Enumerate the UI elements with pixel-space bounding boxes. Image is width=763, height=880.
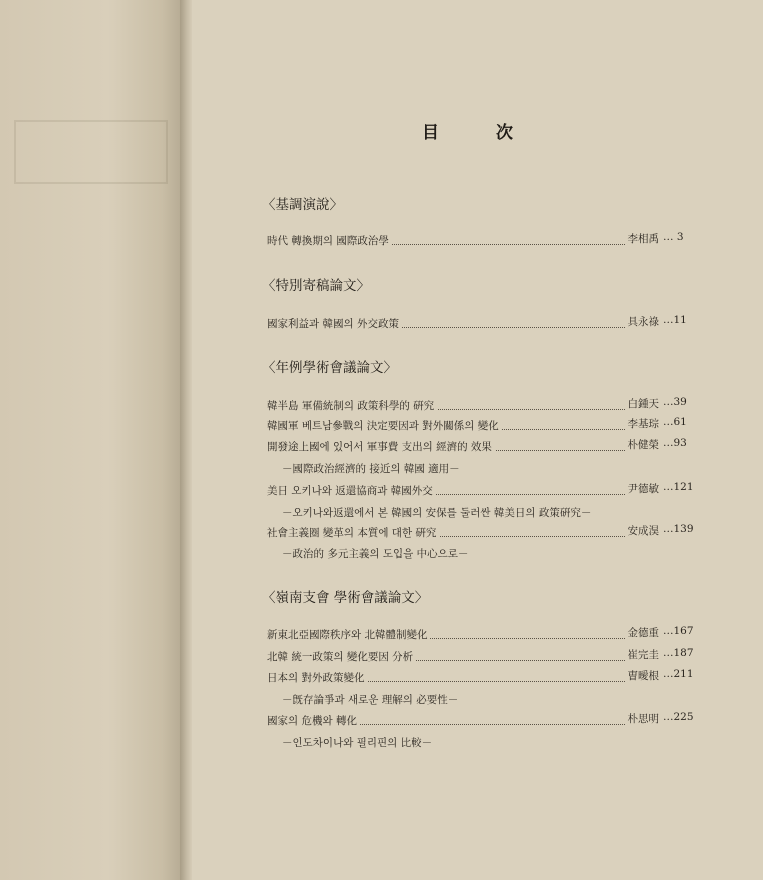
toc-entry: [267, 525, 697, 543]
page-title: 目 次: [422, 123, 533, 143]
entry-title: 新東北亞國際秩序와 北韓體制變化: [267, 627, 430, 642]
entry-page: …167: [663, 625, 694, 637]
left-page: [0, 0, 180, 880]
table-of-contents-page: [192, 0, 763, 880]
section-heading: 〈特別寄稿論文〉: [262, 278, 370, 294]
section-heading: 〈基調演說〉: [262, 197, 343, 213]
entry-author: 尹德敏: [627, 483, 659, 495]
entry-page: …11: [663, 314, 687, 326]
toc-entry: [267, 627, 697, 645]
entry-author: 金德重: [627, 627, 659, 639]
section-heading: 〈嶺南支會 學術會議論文〉: [262, 590, 429, 606]
entry-page: …121: [663, 481, 694, 493]
entry-subtitle: －오키나와返還에서 본 韓國의 安保를 둘러싼 韓美日의 政策硏究－: [282, 507, 592, 519]
toc-entry: [267, 483, 697, 501]
entry-page: …225: [663, 711, 694, 723]
entry-author: 朴思明: [627, 713, 659, 725]
toc-entry: [267, 439, 697, 457]
entry-subtitle: －政治的 多元主義의 도입을 中心으로－: [282, 548, 469, 560]
entry-title: 開發途上國에 있어서 軍事費 支出의 經濟的 效果: [267, 439, 495, 454]
entry-title: 韓國軍 베트남參戰의 決定要因과 對外關係의 變化: [267, 418, 502, 433]
entry-title: 時代 轉換期의 國際政治學: [267, 233, 392, 248]
entry-author: 曺曖根: [627, 670, 659, 682]
entry-author: 崔完圭: [627, 649, 659, 661]
toc-entry: [267, 649, 697, 667]
toc-entry: [267, 670, 697, 688]
entry-author: 李相禹: [627, 233, 659, 245]
entry-page: …139: [663, 523, 694, 535]
toc-entry: [267, 713, 697, 731]
toc-entry: [267, 316, 697, 334]
entry-author: 安成淏: [627, 525, 659, 537]
toc-entry: [267, 233, 697, 251]
entry-title: 國家利益과 韓國의 外交政策: [267, 316, 402, 331]
section-heading: 〈年例學術會議論文〉: [262, 360, 397, 376]
entry-author: 具永祿: [627, 316, 659, 328]
toc-entry: [267, 418, 697, 436]
entry-subtitle: －國際政治經濟的 接近의 韓國 適用－: [282, 463, 460, 475]
entry-author: 白鍾天: [627, 398, 659, 410]
entry-page: …187: [663, 647, 694, 659]
entry-subtitle: －인도차이나와 필리핀의 比較－: [282, 737, 433, 749]
toc-entry: [267, 398, 697, 416]
entry-title: 北韓 統一政策의 變化要因 分析: [267, 649, 416, 664]
entry-title: 美日 오키나와 返還協商과 韓國外交: [267, 483, 436, 498]
entry-page: …39: [663, 396, 687, 408]
book-gutter: [180, 0, 192, 880]
entry-page: … 3: [663, 231, 684, 243]
entry-title: 日本의 對外政策變化: [267, 670, 367, 685]
bleed-through-mark: [14, 120, 168, 184]
entry-page: …93: [663, 437, 687, 449]
entry-author: 李基琮: [627, 418, 659, 430]
entry-page: …61: [663, 416, 687, 428]
entry-author: 朴健榮: [627, 439, 659, 451]
entry-page: …211: [663, 668, 694, 680]
entry-subtitle: －旣存論爭과 새로운 理解의 必要性－: [282, 694, 459, 706]
entry-title: 韓半島 軍備統制의 政策科學的 硏究: [267, 398, 437, 413]
entry-title: 國家의 危機와 轉化: [267, 713, 360, 728]
entry-title: 社會主義圈 變革의 本質에 대한 硏究: [267, 525, 439, 540]
